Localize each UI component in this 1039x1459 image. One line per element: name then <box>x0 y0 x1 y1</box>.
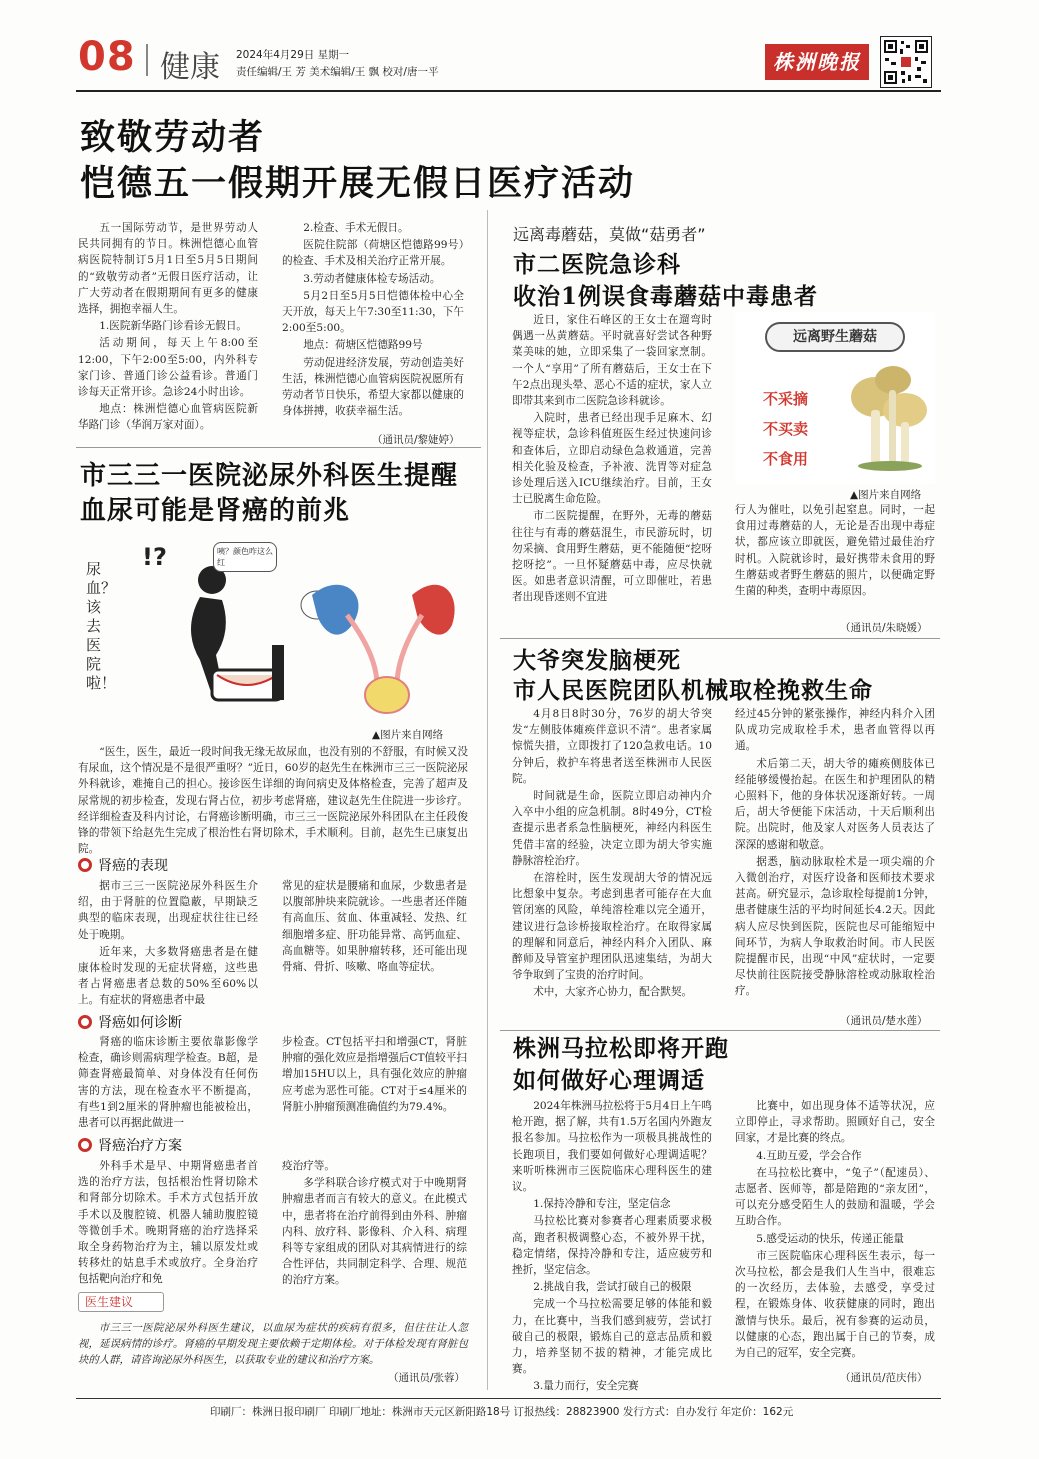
stroke-paragraph: 术后第二天，胡大爷的瘫痪侧肢体已经能够缓慢抬起。在医生和护理团队的精心照料下，他的身体状况逐渐好转。一周后，胡大爷便能下床活动，十天后顺利出院。出院时，他及家人对医务人员表达了深深的感谢和敬意。 <box>735 757 935 851</box>
section-rule <box>76 447 481 448</box>
stroke-col1 <box>512 706 712 1028</box>
stroke-title-line2: 市人民医院团队机械取栓挽救生命 <box>513 677 873 704</box>
editors-line: 责任编辑/王 芳 美术编辑/王 飘 校对/唐一平 <box>236 66 439 78</box>
sec3-paragraph: 疫治疗等。 <box>282 1160 335 1172</box>
lead-paragraph: 医院住院部（荷塘区恺德路99号）的检查、手术及相关治疗正常开展。 <box>282 239 464 268</box>
mushroom-illustration <box>845 362 935 472</box>
speech-bubble: 咦？颜色咋这么红 <box>213 542 277 572</box>
urology-title-line2: 血尿可能是肾癌的前兆 <box>80 496 351 526</box>
lead-paragraph: 地点：荷塘区恺德路99号 <box>303 339 423 352</box>
marathon-title-line1: 株洲马拉松即将开跑 <box>513 1035 729 1062</box>
sec1-col2 <box>282 878 467 1008</box>
blood-urine-illustration <box>112 535 472 725</box>
stroke-paragraph: 时间就是生命，医院立即启动神内介入卒中小组的应急机制。8时49分，CT检查提示患者系急性脑梗死，神经内科医生凭借丰富的经验，决定立即为胡大爷实施静脉溶栓治疗。 <box>512 790 712 867</box>
stroke-paragraph: 术中，大家齐心协力，配合默契。 <box>533 986 693 999</box>
main-title-line1: 致敬劳动者 <box>80 118 266 158</box>
lead-article-col1 <box>78 220 258 440</box>
marathon-paragraph: 比赛中，如出现身体不适等状况，应立即停止，寻求帮助。照顾好自己，安全回家，才是比赛的终点。 <box>735 1100 935 1145</box>
sec3-col1 <box>78 1158 258 1290</box>
marathon-paragraph: 5.感受运动的快乐，传递正能量 <box>756 1232 905 1245</box>
lead-paragraph: 劳动促进经济发展，劳动创造美好生活，株洲恺德心血管病医院祝愿所有劳动者节日快乐，希望大家都以健康的身体拼搏，收获幸福生活。 <box>282 356 464 418</box>
marathon-paragraph: 市三医院临床心理科医生表示，每一次马拉松，都会是我们人生当中，很难忘的一次经历，去体验，去感受，享受过程，在锻炼身体、收获健康的同时，跑出激情与快乐。最后，祝有参赛的运动员，以健康的心态，跑出属于自己的节奏，成为自己的冠军，安全完赛。 <box>735 1249 935 1360</box>
lead-paragraph: 5月2日至5月5日恺德体检中心全天开放，每天上午7:30至11:30，下午2:00至5:00。 <box>282 289 464 335</box>
mushroom-right-col <box>735 502 935 618</box>
poster-rule: 不采摘 <box>763 390 809 408</box>
header-divider <box>146 44 148 76</box>
sec1-paragraph: 据市三三一医院泌尿外科医生介绍，由于肾脏的位置隐蔽，早期缺乏典型的临床表现，出现症状往往已经处于晚期。 <box>78 880 258 941</box>
lead-paragraph: 2.检查、手术无假日。 <box>303 222 409 234</box>
bullet-icon <box>78 858 92 872</box>
illustration-exclaim: !? <box>142 543 167 571</box>
lead-credit: （通讯员/黎婕婷） <box>372 434 460 446</box>
marathon-title-line2: 如何做好心理调适 <box>513 1067 705 1094</box>
newspaper-logo: 株洲晚报 <box>765 44 869 80</box>
stroke-col2 <box>735 706 935 1011</box>
mushroom-paragraph: 行人为催吐，以免引起窒息。同时，一起食用过毒蘑菇的人，无论是否出现中毒症状，都应该立即就医，避免错过最佳治疗时机。入院就诊时，最好携带未食用的野生蘑菇或者野生蘑菇的照片，以便确定野生菌的种类，查明中毒原因。 <box>735 504 935 598</box>
stroke-title-line1: 大爷突发脑梗死 <box>513 647 681 674</box>
issue-date: 2024年4月29日 星期一 <box>236 49 350 61</box>
urology-intro <box>78 744 468 856</box>
bullet-icon <box>78 1015 92 1029</box>
bullet-icon <box>78 1138 92 1152</box>
poster-rule: 不买卖 <box>763 420 809 438</box>
sec1-col1 <box>78 878 258 1008</box>
mushroom-paragraph: 市二医院提醒，在野外，无毒的蘑菇往往与有毒的蘑菇混生，市民游玩时，切勿采摘、食用野生蘑菇，更不能随便“挖呀挖呀挖”。一旦怀疑蘑菇中毒，应尽快就医。如患者意识清醒，可立即催吐，若患者出现昏迷则不宜进 <box>512 510 712 604</box>
lead-paragraph: 活动期间，每天上午8:00至12:00，下午2:00至5:00，内外科专家门诊、普通门诊公益看诊。普通门诊每天正常开诊。急诊24小时出诊。 <box>78 337 258 399</box>
main-title-line2: 恺德五一假期开展无假日医疗活动 <box>80 164 636 204</box>
sec2-col2 <box>282 1034 467 1134</box>
marathon-paragraph: 完成一个马拉松需要足够的体能和毅力，在比赛中，当我们感到疲劳，尝试打破自己的极限，锻炼自己的意志品质和毅力，培养坚韧不拔的精神，才能完成比赛。 <box>512 1298 712 1376</box>
illustration-credit: ▲图片来自网络 <box>372 729 444 741</box>
footer-rule <box>76 1398 941 1399</box>
marathon-paragraph: 1.保持冷静和专注，坚定信念 <box>533 1198 671 1211</box>
doctor-advice-label: 医生建议 <box>78 1292 164 1312</box>
stroke-credit: （通讯员/楚水莲） <box>840 1015 928 1027</box>
qr-code-icon[interactable] <box>880 36 932 88</box>
marathon-paragraph: 2024年株洲马拉松将于5月4日上午鸣枪开跑，据了解，共有1.5万名国内外跑友报名参加。马拉松作为一项极具挑战性的长跑项目，我们要如何做好心理调适呢？来听听株洲市三医院临床心理科医生的建议。 <box>512 1100 712 1194</box>
page-number: 08 <box>78 34 136 80</box>
mushroom-title-line2: 收治1例误食毒蘑菇中毒患者 <box>513 283 819 310</box>
lead-paragraph: 1.医院新华路门诊看诊无假日。 <box>99 320 248 333</box>
sec3-col2 <box>282 1158 467 1290</box>
column-divider <box>487 210 488 1390</box>
urology-credit: （通讯员/张蓉） <box>388 1372 466 1384</box>
sec1-paragraph: 常见的症状是腰痛和血尿，少数患者是以腹部肿块来院就诊。一些患者还伴随有高血压、贫血、体重减轻、发热、红细胞增多症、肝功能异常、高钙血症、高血糖等。如果肿瘤转移，还可能出现骨痛、骨折、咳嗽、咯血等症状。 <box>282 880 467 974</box>
printing-info: 印刷厂：株洲日报印刷厂 印刷厂地址：株洲市天元区新阳路18号 订报热线：28823900 发行方式：自办发行 年定价：162元 <box>210 1406 794 1418</box>
lead-paragraph: 地点：株洲恺德心血管病医院新华路门诊（华润万家对面）。 <box>78 403 258 432</box>
urology-title-line1: 市三三一医院泌尿外科医生提醒 <box>80 461 459 491</box>
doctor-advice-text: 市三三一医院泌尿外科医生建议，以血尿为症状的疾病有很多，但往往让人忽视，延误病情的诊疗。肾癌的早期发现主要依赖于定期体检。对于体检发现有肾脏包块的人群，请咨询泌尿外科医生，以获取专业的建议和治疗方案。 <box>78 1322 468 1366</box>
mushroom-image-credit: ▲图片来自网络 <box>850 489 922 501</box>
sec2-paragraph: 步检查。CT包括平扫和增强CT，肾脏肿瘤的强化效应是指增强后CT值较平扫增加15HU以上，具有强化效应的肿瘤应考虑为恶性可能。CT对于≤4厘米的肾脏小肿瘤预测准确值约为79.4%。 <box>282 1036 467 1113</box>
marathon-col2 <box>735 1098 935 1364</box>
lead-paragraph: 五一国际劳动节，是世界劳动人民共同拥有的节日。株洲恺德心血管病医院特制订5月1日至5月5日期间的“致敬劳动者”无假日医疗活动，让广大劳动者在假期期间有更多的健康选择，拥抱幸福人生。 <box>78 222 258 316</box>
section-rule <box>500 638 940 639</box>
sec-kidney-symptoms <box>78 855 168 875</box>
sec-title: 肾癌治疗方案 <box>98 1138 182 1154</box>
stroke-paragraph: 经过45分钟的紧张操作，神经内科介入团队成功完成取栓手术，患者血管得以再通。 <box>735 708 935 753</box>
header-rule <box>76 90 941 92</box>
mushroom-title-line1: 市二医院急诊科 <box>513 251 681 278</box>
marathon-paragraph: 马拉松比赛对参赛者心理素质要求极高，跑者积极调整心态，不被外界干扰，稳定情绪，保持冷静和专注，适应疲劳和挫折，坚定信念。 <box>512 1215 712 1277</box>
mushroom-kicker: 远离毒蘑菇，莫做“菇勇者” <box>513 225 706 244</box>
lead-article-col2 <box>282 220 464 435</box>
sec-title: 肾癌如何诊断 <box>98 1015 182 1031</box>
marathon-credit: （通讯员/范庆伟） <box>840 1372 928 1384</box>
poster-title: 远离野生蘑菇 <box>765 322 905 352</box>
mushroom-poster <box>735 312 935 484</box>
sec-kidney-diagnosis <box>78 1012 182 1032</box>
stroke-paragraph: 4月8日8时30分，76岁的胡大爷突发“左侧肢体瘫痪伴意识不清”。患者家属惊慌失措，立即拨打了120急救电话。10分钟后，救护车将患者送至株洲市人民医院。 <box>512 708 712 785</box>
mushroom-credit: （通讯员/朱晓媛） <box>840 622 928 634</box>
marathon-col1 <box>512 1098 712 1393</box>
poster-rule: 不食用 <box>763 450 809 468</box>
sec-title: 肾癌的表现 <box>98 858 168 874</box>
stroke-paragraph: 据悉，脑动脉取栓术是一项尖端的介入微创治疗，对医疗设备和医师技术要求甚高。研究显示，急诊取栓每提前1分钟，患者健康生活的平均时间延长4.2天。因此病人应尽快到医院，医院也尽可能缩短中间环节，为病人争取救治时间。市人民医院提醒市民，出现“中风”症状时，一定要尽快前往医院接受静脉溶栓或动脉取栓治疗。 <box>735 855 935 998</box>
lead-paragraph: 3.劳动者健康体检专场活动。 <box>303 272 441 285</box>
marathon-paragraph: 4.互助互爱，学会合作 <box>756 1149 862 1162</box>
urology-intro-paragraph: “医生，医生，最近一段时间我无缘无故尿血，也没有别的不舒服，有时候又没有尿血，这个情况是不是很严重呀？”近日，60岁的赵先生在株洲市三三一医院泌尿外科就诊，难掩自己的担心。接诊医生详细的询问病史及体格检查，完善了超声及尿常规的初步检查，发现右肾占位，初步考虑肾癌，建议赵先生住院进一步诊疗。经详细检查及科内讨论，右肾癌诊断明确，市三三一医院泌尿外科团队在主任段俊锋的带领下给赵先生完成了根治性右肾切除术，手术顺利。目前，赵先生已康复出院。 <box>78 746 468 856</box>
section-name: 健康 <box>160 50 220 85</box>
marathon-paragraph: 3.量力而行，安全完赛 <box>533 1380 639 1393</box>
stroke-paragraph: 在溶栓时，医生发现胡大爷的情况远比想象中复杂。考虑到患者可能存在大血管闭塞的风险，单纯溶栓难以完全通开，建议进行急诊桥接取栓治疗。在取得家属的理解和同意后，神经内科介入团队、麻醉师及导管室护理团队迅速集结，为胡大爷争取到了宝贵的治疗时间。 <box>512 872 712 982</box>
sec3-paragraph: 外科手术是早、中期肾癌患者首选的治疗方法，包括根治性肾切除术和肾部分切除术。手术方式包括开放手术以及腹腔镜、机器人辅助腹腔镜等微创手术。晚期肾癌的治疗选择采取全身药物治疗为主，辅以原发灶或转移灶的姑息手术或放疗。全身治疗包括靶向治疗和免 <box>78 1160 258 1286</box>
mushroom-paragraph: 近日，家住石峰区的王女士在遛弯时偶遇一丛黄蘑菇。平时就喜好尝试各种野菜美味的她，立即采集了一袋回家烹制。一个人“享用”了所有蘑菇后，王女士在下午2点出现头晕、恶心不适的症状，家人立即带其来到市二医院急诊科就诊。 <box>512 314 712 408</box>
sec2-paragraph: 肾癌的临床诊断主要依靠影像学检查，确诊则需病理学检查。B超，是筛查肾癌最简单、对身体没有任何伤害的方法，现在检查水平不断提高，有些1到2厘米的肾肿瘤也能被检出，患者可以再据此做进一 <box>78 1036 258 1130</box>
marathon-paragraph: 在马拉松比赛中，“兔子”（配速员）、志愿者、医师等，都是陪跑的“亲友团”，可以充分感受陌生人的鼓励和温暖，学会互助合作。 <box>735 1166 935 1228</box>
sec1-paragraph: 近年来，大多数肾癌患者是在健康体检时发现的无症状肾癌，这些患者占肾癌患者总数的50%至60%以上。有症状的肾癌患者中最 <box>78 945 258 1007</box>
marathon-paragraph: 2.挑战自我，尝试打破自己的极限 <box>533 1281 692 1294</box>
sec-kidney-treatment <box>78 1135 182 1155</box>
mushroom-left-col <box>512 312 712 638</box>
illustration-side-text: 尿血？该去医院啦！ <box>86 560 117 692</box>
sec2-col1 <box>78 1034 258 1134</box>
mushroom-paragraph: 入院时，患者已经出现手足麻木、幻视等症状，急诊科值班医生经过快速问诊和查体后，立即启动绿色急救通道，完善相关化验及检查，予补液、洗胃等对症急诊处理后送入ICU继续治疗。目前，王女士已脱离生命危险。 <box>512 412 712 506</box>
sec3-paragraph: 多学科联合诊疗模式对于中晚期肾肿瘤患者而言有较大的意义。在此模式中，患者将在治疗前得到由外科、肿瘤内科、放疗科、影像科、介入科、病理科等专家组成的团队对其病情进行的综合性评估，共同制定科学、合理、规范的治疗方案。 <box>282 1177 467 1287</box>
